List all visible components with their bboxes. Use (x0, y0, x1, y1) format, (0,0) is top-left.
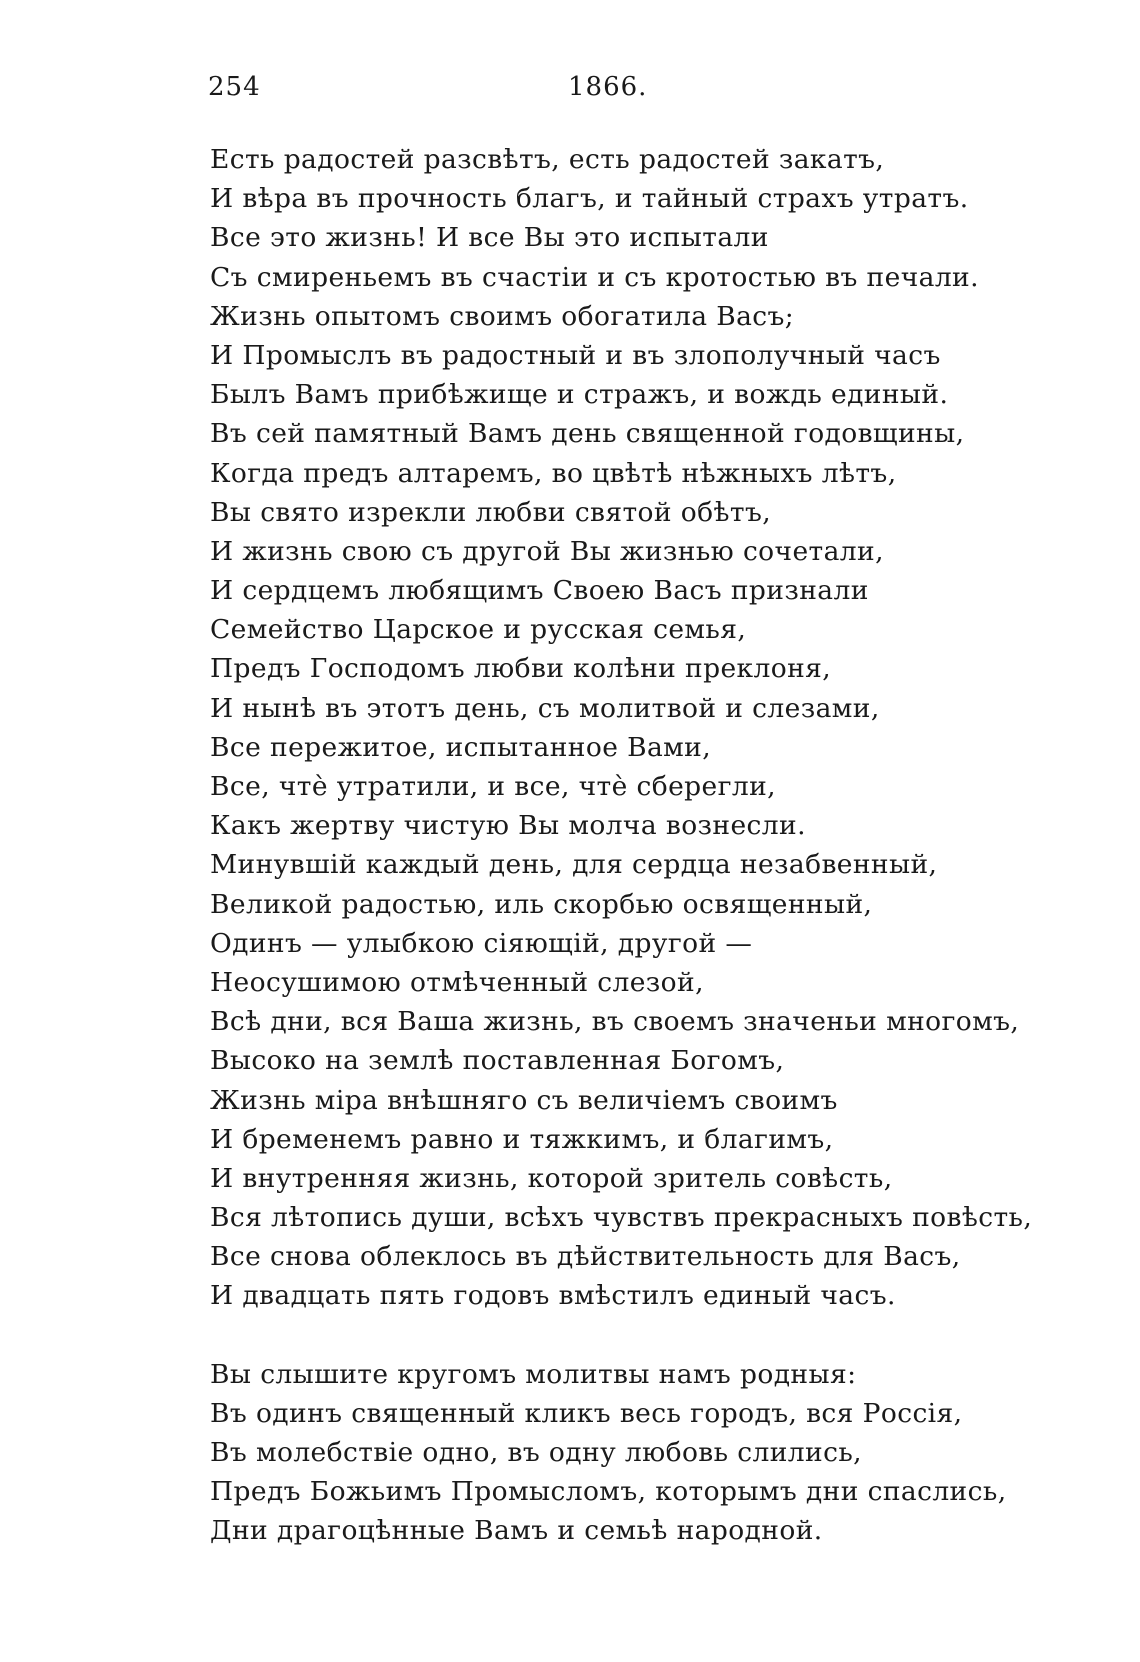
poem-line: И Промыслъ въ радостный и въ злополучный часъ (210, 339, 941, 371)
poem-line: Жизнь міра внѣшняго съ величіемъ своимъ (210, 1084, 838, 1116)
poem-line: Былъ Вамъ прибѣжище и стражъ, и вождь единый. (210, 379, 949, 411)
poem-line: Какъ жертву чистую Вы молча вознесли. (210, 810, 806, 842)
poem-line: Дни драгоцѣнные Вамъ и семьѣ народной. (210, 1515, 823, 1547)
poem-line: Есть радостей разсвѣтъ, есть радостей закатъ, (210, 144, 885, 175)
poem-line: И бременемъ равно и тяжкимъ, и благимъ, (210, 1123, 834, 1155)
poem-line: Все это жизнь! И все Вы это испытали (210, 222, 769, 254)
poem-line: Съ смиреньемъ въ счастіи и съ кротостью въ печали. (210, 261, 979, 293)
poem-line: Высоко на землѣ поставленная Богомъ, (210, 1045, 785, 1077)
poem-stanza (210, 1355, 1090, 1551)
poem-line: Одинъ — улыбкою сіяющій, другой — (210, 927, 753, 959)
poem-stanza (210, 140, 1090, 1316)
poem-line: Въ одинъ священный кликъ весь городъ, вся Россія, (210, 1397, 963, 1429)
poem-line: Предъ Божьимъ Промысломъ, которымъ дни спаслись, (210, 1476, 1007, 1508)
poem-line: Семейство Царское и русская семья, (210, 614, 747, 646)
poem-line: И двадцать пять годовъ вмѣстилъ единый часъ. (210, 1280, 896, 1312)
poem-line: Минувшій каждый день, для сердца незабвенный, (210, 849, 938, 881)
poem-line: Все, чтѐ утратили, и все, чтѐ сберегли, (210, 771, 777, 802)
page-header (208, 72, 688, 112)
poem-body (210, 140, 1090, 1551)
poem-line: Въ сей памятный Вамъ день священной годовщины, (210, 418, 965, 450)
poem-line: Предъ Господомъ любви колѣни преклоня, (210, 653, 832, 685)
poem-line: И нынѣ въ этотъ день, съ молитвой и слезами, (210, 692, 880, 724)
poem-line: Когда предъ алтаремъ, во цвѣтѣ нѣжныхъ лѣтъ, (210, 457, 897, 489)
poem-line: И внутренняя жизнь, которой зритель совѣсть, (210, 1162, 893, 1194)
poem-line: И сердцемъ любящимъ Своею Васъ признали (210, 575, 869, 607)
page-number: 254 (208, 72, 261, 102)
poem-line: Все снова облеклось въ дѣйствительность для Васъ, (210, 1241, 961, 1273)
poem-line: Вся лѣтопись души, всѣхъ чувствъ прекрасныхъ повѣсть, (210, 1202, 1033, 1234)
poem-line: Великой радостью, иль скорбью освященный, (210, 888, 873, 920)
poem-line: Вы слышите кругомъ молитвы намъ родныя: (210, 1358, 857, 1390)
poem-line: Жизнь опытомъ своимъ обогатила Васъ; (210, 300, 795, 332)
poem-line: Вы свято изрекли любви святой обѣтъ, (210, 496, 772, 528)
poem-line: Все пережитое, испытанное Вами, (210, 731, 712, 763)
poem-line: И вѣра въ прочность благъ, и тайный страхъ утратъ. (210, 183, 969, 215)
poem-line: И жизнь свою съ другой Вы жизнью сочетали, (210, 535, 884, 567)
poem-line: Всѣ дни, вся Ваша жизнь, въ своемъ значеньи многомъ, (210, 1006, 1020, 1038)
poem-line: Въ молебствіе одно, въ одну любовь слились, (210, 1437, 862, 1468)
poem-line: Неосушимою отмѣченный слезой, (210, 966, 704, 998)
running-head-year: 1866. (568, 72, 648, 102)
